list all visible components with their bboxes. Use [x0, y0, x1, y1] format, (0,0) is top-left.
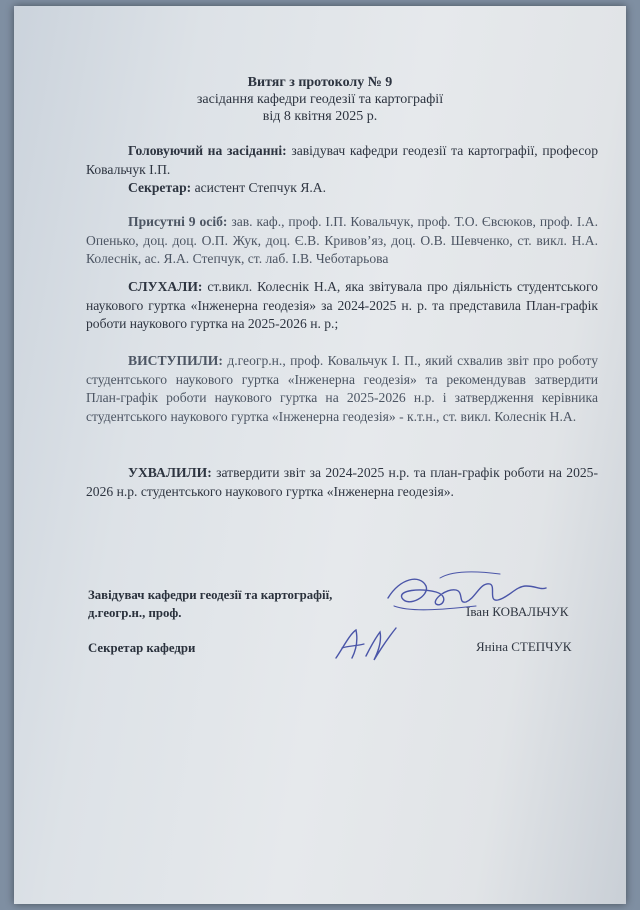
heard-label: СЛУХАЛИ: — [128, 279, 203, 294]
head-signature-icon — [380, 568, 550, 620]
secretary-title: Секретар кафедри — [88, 641, 196, 655]
head-title-line2: д.геогр.н., проф. — [88, 606, 182, 620]
document-subtitle: засідання кафедри геодезії та картографії — [196, 92, 444, 107]
secretary-signature-icon — [330, 622, 400, 666]
present-block — [86, 213, 598, 269]
secretary-text: асистент Степчук Я.А. — [194, 180, 326, 196]
document-title: Витяг з протоколу № 9 — [247, 75, 393, 90]
resolved-label: УХВАЛИЛИ: — [128, 465, 212, 480]
present-text: зав. каф., проф. І.П. Ковальчук, проф. Т.О. Євсюков, проф. І.А. Опенько, доц. доц. О.П. Жук, доц. Є.В. Кривов’яз, доц. О.В. Шевченко, ст. викл. Н.А. Колеснік, ас. Я.А. Степчук, ст. лаб. І.В. Чеботарьова — [86, 214, 598, 267]
document-page — [14, 6, 626, 904]
secretary-label: Секретар: — [128, 180, 192, 196]
chair-label: Головуючий на засіданні: — [128, 143, 287, 158]
present-label: Присутні 9 осіб: — [128, 214, 228, 229]
spoke-block — [86, 352, 598, 426]
head-name: Іван КОВАЛЬЧУК — [466, 604, 569, 619]
resolved-block — [86, 464, 598, 501]
head-title-line1: Завідувач кафедри геодезії та картографії, — [88, 588, 333, 602]
spoke-text: д.геогр.н., проф. Ковальчук І. П., який схвалив звіт про роботу студентського наукового гуртка «Інженерна геодезія» та рекомендував затвердити План-графік роботи наукового гуртка на 2025-2026 н.р. і затвердження керівника студентського наукового гуртка «Інженерна геодезія» - к.т.н., ст. викл. Колеснік Н.А. — [86, 353, 598, 424]
resolved-text: затвердити звіт за 2024-2025 н.р. та план-графік роботи на 2025-2026 н.р. студентського наукового гуртка «Інженерна геодезія». — [86, 465, 598, 499]
chair-block — [86, 142, 598, 198]
spoke-label: ВИСТУПИЛИ: — [128, 353, 223, 368]
chair-text: завідувач кафедри геодезії та картографії, професор Ковальчук І.П. — [86, 143, 598, 177]
document-date: від 8 квітня 2025 р. — [262, 109, 378, 124]
heard-text: ст.викл. Колеснік Н.А, яка звітувала про діяльність студентського наукового гуртка «Інженерна геодезія» за 2024-2025 н. р. та представила План-графік роботи наукового гуртка на 2025-2026 н. р.; — [86, 279, 598, 332]
heard-block — [86, 278, 598, 334]
secretary-name: Яніна СТЕПЧУК — [476, 639, 572, 654]
